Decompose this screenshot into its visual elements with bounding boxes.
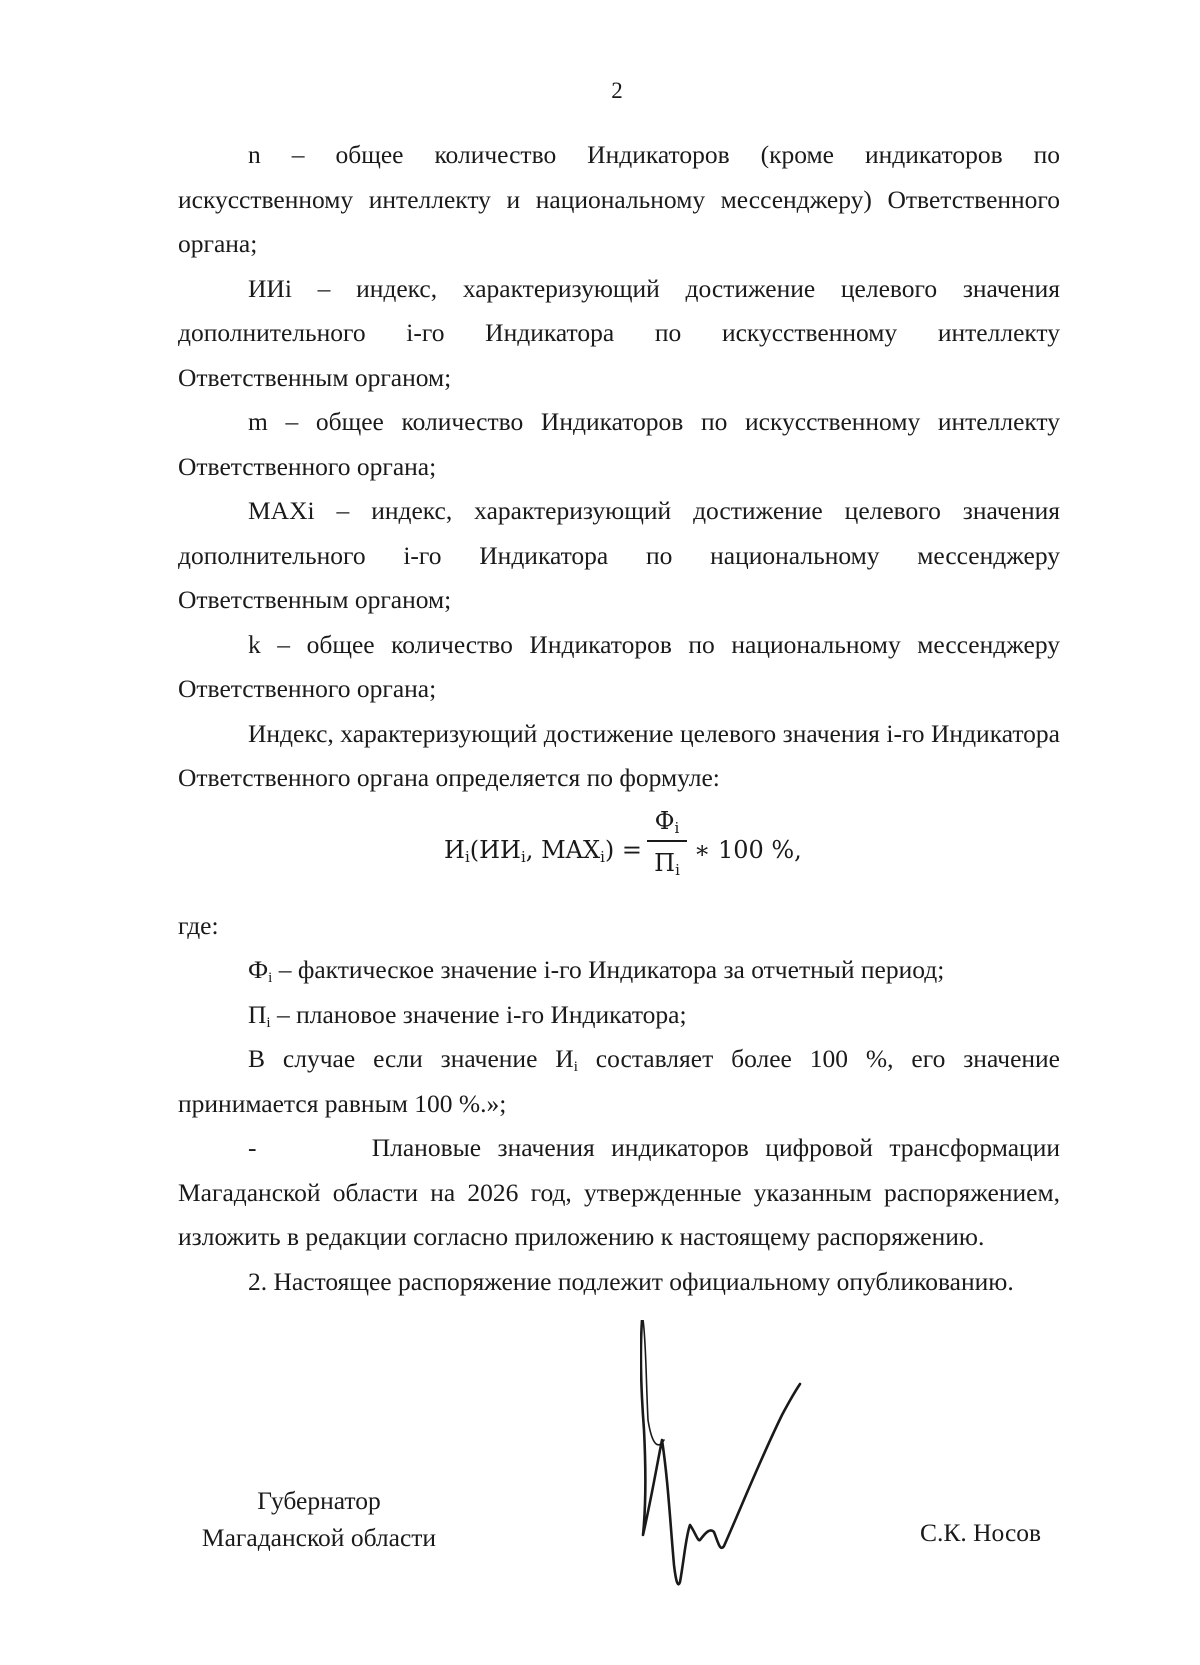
where-label: где: [178,910,219,940]
document-body [178,133,1067,1304]
paragraph-m: m – общее количество Индикаторов по искусственному интеллекту Ответственного органа; [178,407,1060,481]
dash-item: - Плановые значения индикаторов цифровой трансформации Магаданской области на 2026 год, утвержденные указанным распоряжением, изложить в редакции согласно приложению к настоящему распоряжению. [178,1133,1067,1251]
definition-plan: $П_i$ – плановое значение i-го Индикатора; [248,999,687,1031]
signatory-title [188,1482,450,1556]
signatory-name: С.К. Носов [920,1518,1042,1547]
formula-fraction [647,806,687,878]
paragraph-k: k – общее количество Индикаторов по национальному мессенджеру Ответственного органа; [178,629,1060,703]
final-item: 2. Настоящее распоряжение подлежит официальному опубликованию. [248,1266,1014,1296]
definition-fact: $Ф_i$ – фактическое значение i-го Индикатора за отчетный период; [248,955,945,986]
condition-paragraph: В случае если значение $И_i$ составляет более 100 %, его значение принимается равным 100 %.»; [178,1044,1061,1118]
formula-numerator: $Ф_i$ [654,806,680,837]
fraction-bar [647,840,687,842]
signatory-title-line1: Губернатор [257,1486,381,1515]
paragraph-ii: ИИi – индекс, характеризующий достижение целевого значения дополнительного i-го Индикатора по искусственному интеллекту Ответственным органом; [178,273,1060,392]
formula [178,802,1060,894]
signatory-title-line2: Магаданской области [201,1523,437,1552]
signature-block [0,1470,1200,1630]
paragraph-formula-intro: Индекс, характеризующий достижение целевого значения i-го Индикатора Ответственного органа определяется по формуле: [178,718,1060,792]
page-number: 2 [611,78,623,103]
signature-stroke-2 [643,1320,664,1445]
paragraph-n: n – общее количество Индикаторов (кроме индикаторов по искусственному интеллекту и национальному мессенджеру) Ответственного органа; [178,140,1060,258]
paragraph-max: MAXi – индекс, характеризующий достижение целевого значения дополнительного i-го Индикатора по национальному мессенджеру Ответственным органом; [178,496,1060,614]
formula-denominator: $П_i$ [654,848,680,879]
formula-rhs: ∗ 100 %, [694,835,802,864]
formula-lhs: $И_i(ИИ_i$, $MAX_i$) = [444,835,642,866]
